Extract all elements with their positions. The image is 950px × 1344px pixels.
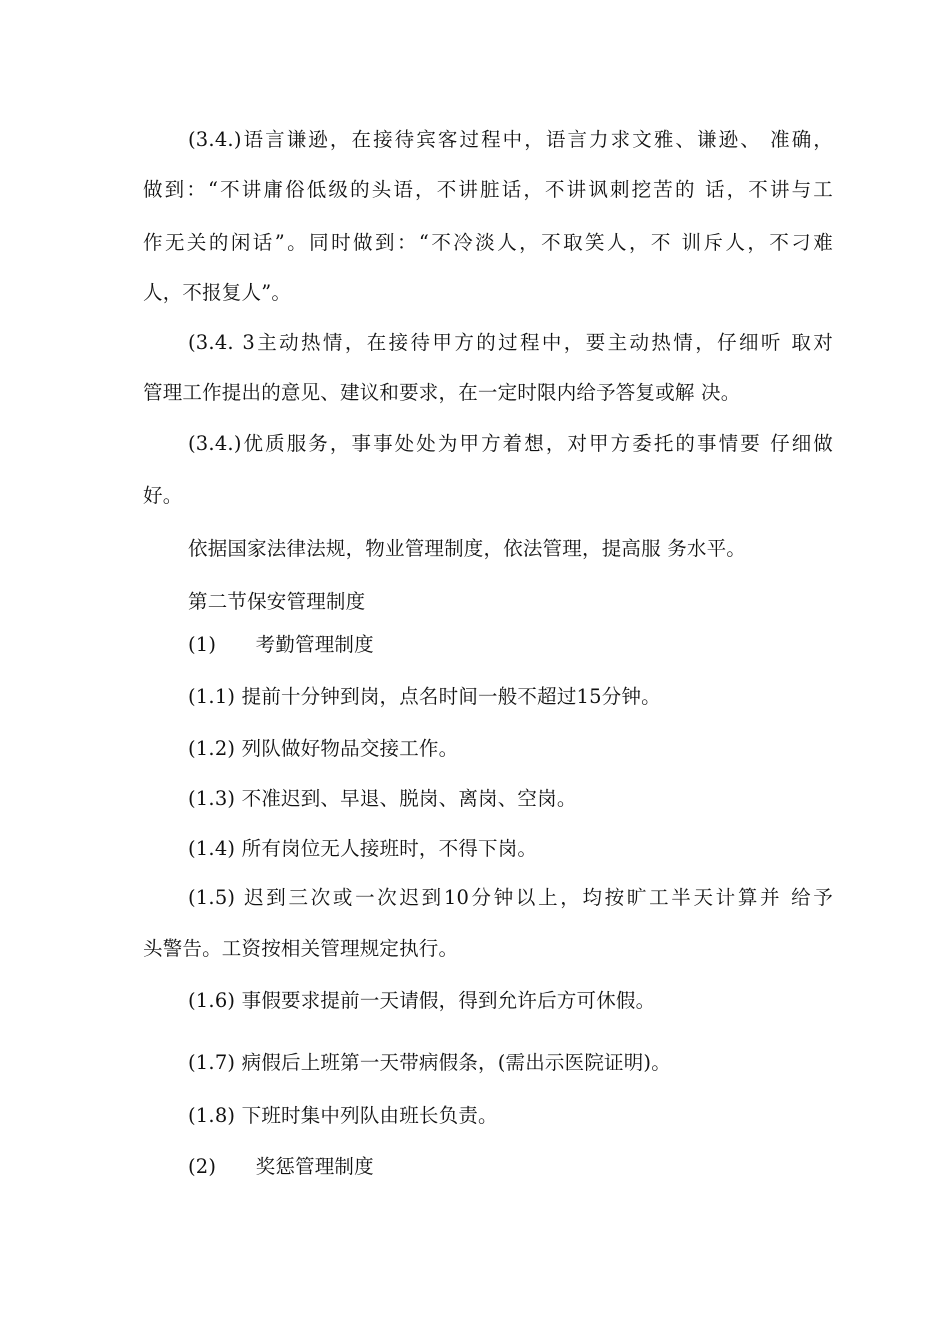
section-heading: 第二节保安管理制度 [188, 590, 366, 613]
paragraph-line: (3.4.)语言谦逊，在接待宾客过程中，语言力求文雅、谦逊、 准确， [188, 128, 833, 151]
list-item: (1.4) 所有岗位无人接班时，不得下岗。 [188, 837, 538, 860]
paragraph-line: 依据国家法律法规，物业管理制度，依法管理，提高服 务水平。 [188, 537, 746, 560]
subsection-heading: (2) 奖惩管理制度 [188, 1155, 374, 1178]
paragraph-line: 作无关的闲话”。同时做到：“不冷淡人，不取笑人，不 训斥人，不刁难 [143, 231, 833, 254]
paragraph-line: 好。 [143, 484, 183, 507]
list-item: (1.6) 事假要求提前一天请假，得到允许后方可休假。 [188, 989, 656, 1012]
paragraph-line: 人，不报复人”。 [143, 281, 292, 304]
list-item: (1.2) 列队做好物品交接工作。 [188, 737, 459, 760]
list-item: (1.7) 病假后上班第一天带病假条，(需出示医院证明)。 [188, 1051, 671, 1074]
list-item-continuation: 头警告。工资按相关管理规定执行。 [143, 937, 459, 960]
paragraph-line: (3.4.)优质服务，事事处处为甲方着想，对甲方委托的事情要 仔细做 [188, 432, 833, 455]
paragraph-line: 做到：“不讲庸俗低级的头语，不讲脏话，不讲讽刺挖苦的 话，不讲与工 [143, 178, 833, 201]
paragraph-line: (3.4. 3主动热情，在接待甲方的过程中，要主动热情，仔细听 取对 [188, 331, 833, 354]
subsection-heading: (1) 考勤管理制度 [188, 633, 374, 656]
paragraph-line: 管理工作提出的意见、建议和要求，在一定时限内给予答复或解 决。 [143, 381, 741, 404]
list-item: (1.3) 不准迟到、早退、脱岗、离岗、空岗。 [188, 787, 577, 810]
list-item: (1.8) 下班时集中列队由班长负责。 [188, 1104, 498, 1127]
list-item: (1.5) 迟到三次或一次迟到10分钟以上，均按旷工半天计算并 给予 [188, 886, 833, 909]
list-item: (1.1) 提前十分钟到岗，点名时间一般不超过15分钟。 [188, 685, 661, 708]
